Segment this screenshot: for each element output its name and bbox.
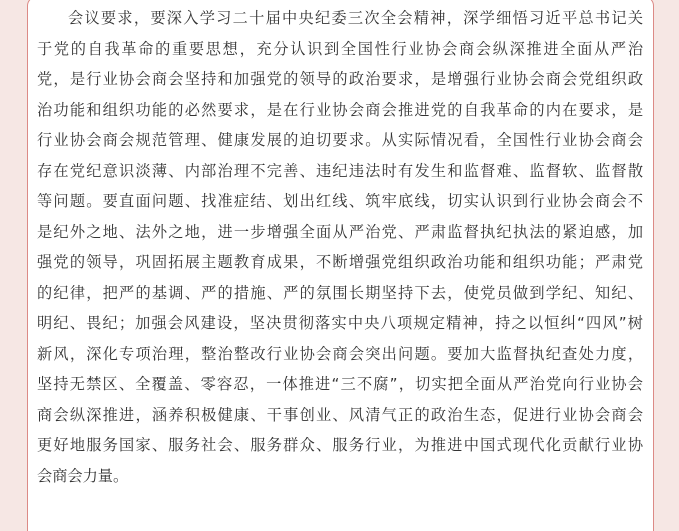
article-line: 强党的领导，巩固拓展主题教育成果，不断增强党组织政治功能和组织功能；严肃党 (37, 253, 643, 271)
article-line: 会议要求，要深入学习二十届中央纪委三次全会精神，深学细悟习近平总书记关 (68, 9, 643, 27)
article-line: 行业协会商会规范管理、健康发展的迫切要求。从实际情况看，全国性行业协会商会 (37, 131, 643, 149)
article-body (37, 3, 643, 491)
article-line: 的纪律，把严的基调、严的措施、严的氛围长期坚持下去，使党员做到学纪、知纪、 (37, 283, 643, 302)
article-line: 会商会力量。 (37, 466, 129, 485)
article-line: 存在党纪意识淡薄、内部治理不完善、违纪违法时有发生和监督难、监督软、监督散 (37, 161, 643, 180)
article-line: 等问题。要直面问题、找准症结、划出红线、筑牢底线，切实认识到行业协会商会不 (37, 192, 643, 210)
article-line: 新风，深化专项治理，整治整改行业协会商会突出问题。要加大监督执纪查处力度， (37, 344, 643, 363)
article-line: 党，是行业协会商会坚持和加强党的领导的政治要求，是增强行业协会商会党组织政 (37, 70, 643, 88)
article-line: 坚持无禁区、全覆盖、零容忍，一体推进“三不腐”，切实把全面从严治党向行业协会 (37, 375, 643, 393)
article-line: 更好地服务国家、服务社会、服务群众、服务行业，为推进中国式现代化贡献行业协 (37, 436, 643, 454)
article-line: 明纪、畏纪；加强会风建设，坚决贯彻落实中央八项规定精神，持之以恒纠“四风”树 (37, 314, 643, 332)
article-line: 是纪外之地、法外之地，进一步增强全面从严治党、严肃监督执纪执法的紧迫感，加 (37, 222, 643, 241)
article-line: 商会纵深推进，涵养积极健康、干事创业、风清气正的政治生态，促进行业协会商会 (37, 405, 643, 424)
article-line: 治功能和组织功能的必然要求，是在行业协会商会推进党的自我革命的内在要求，是 (37, 100, 643, 119)
article-line: 于党的自我革命的重要思想，充分认识到全国性行业协会商会纵深推进全面从严治 (37, 39, 643, 58)
